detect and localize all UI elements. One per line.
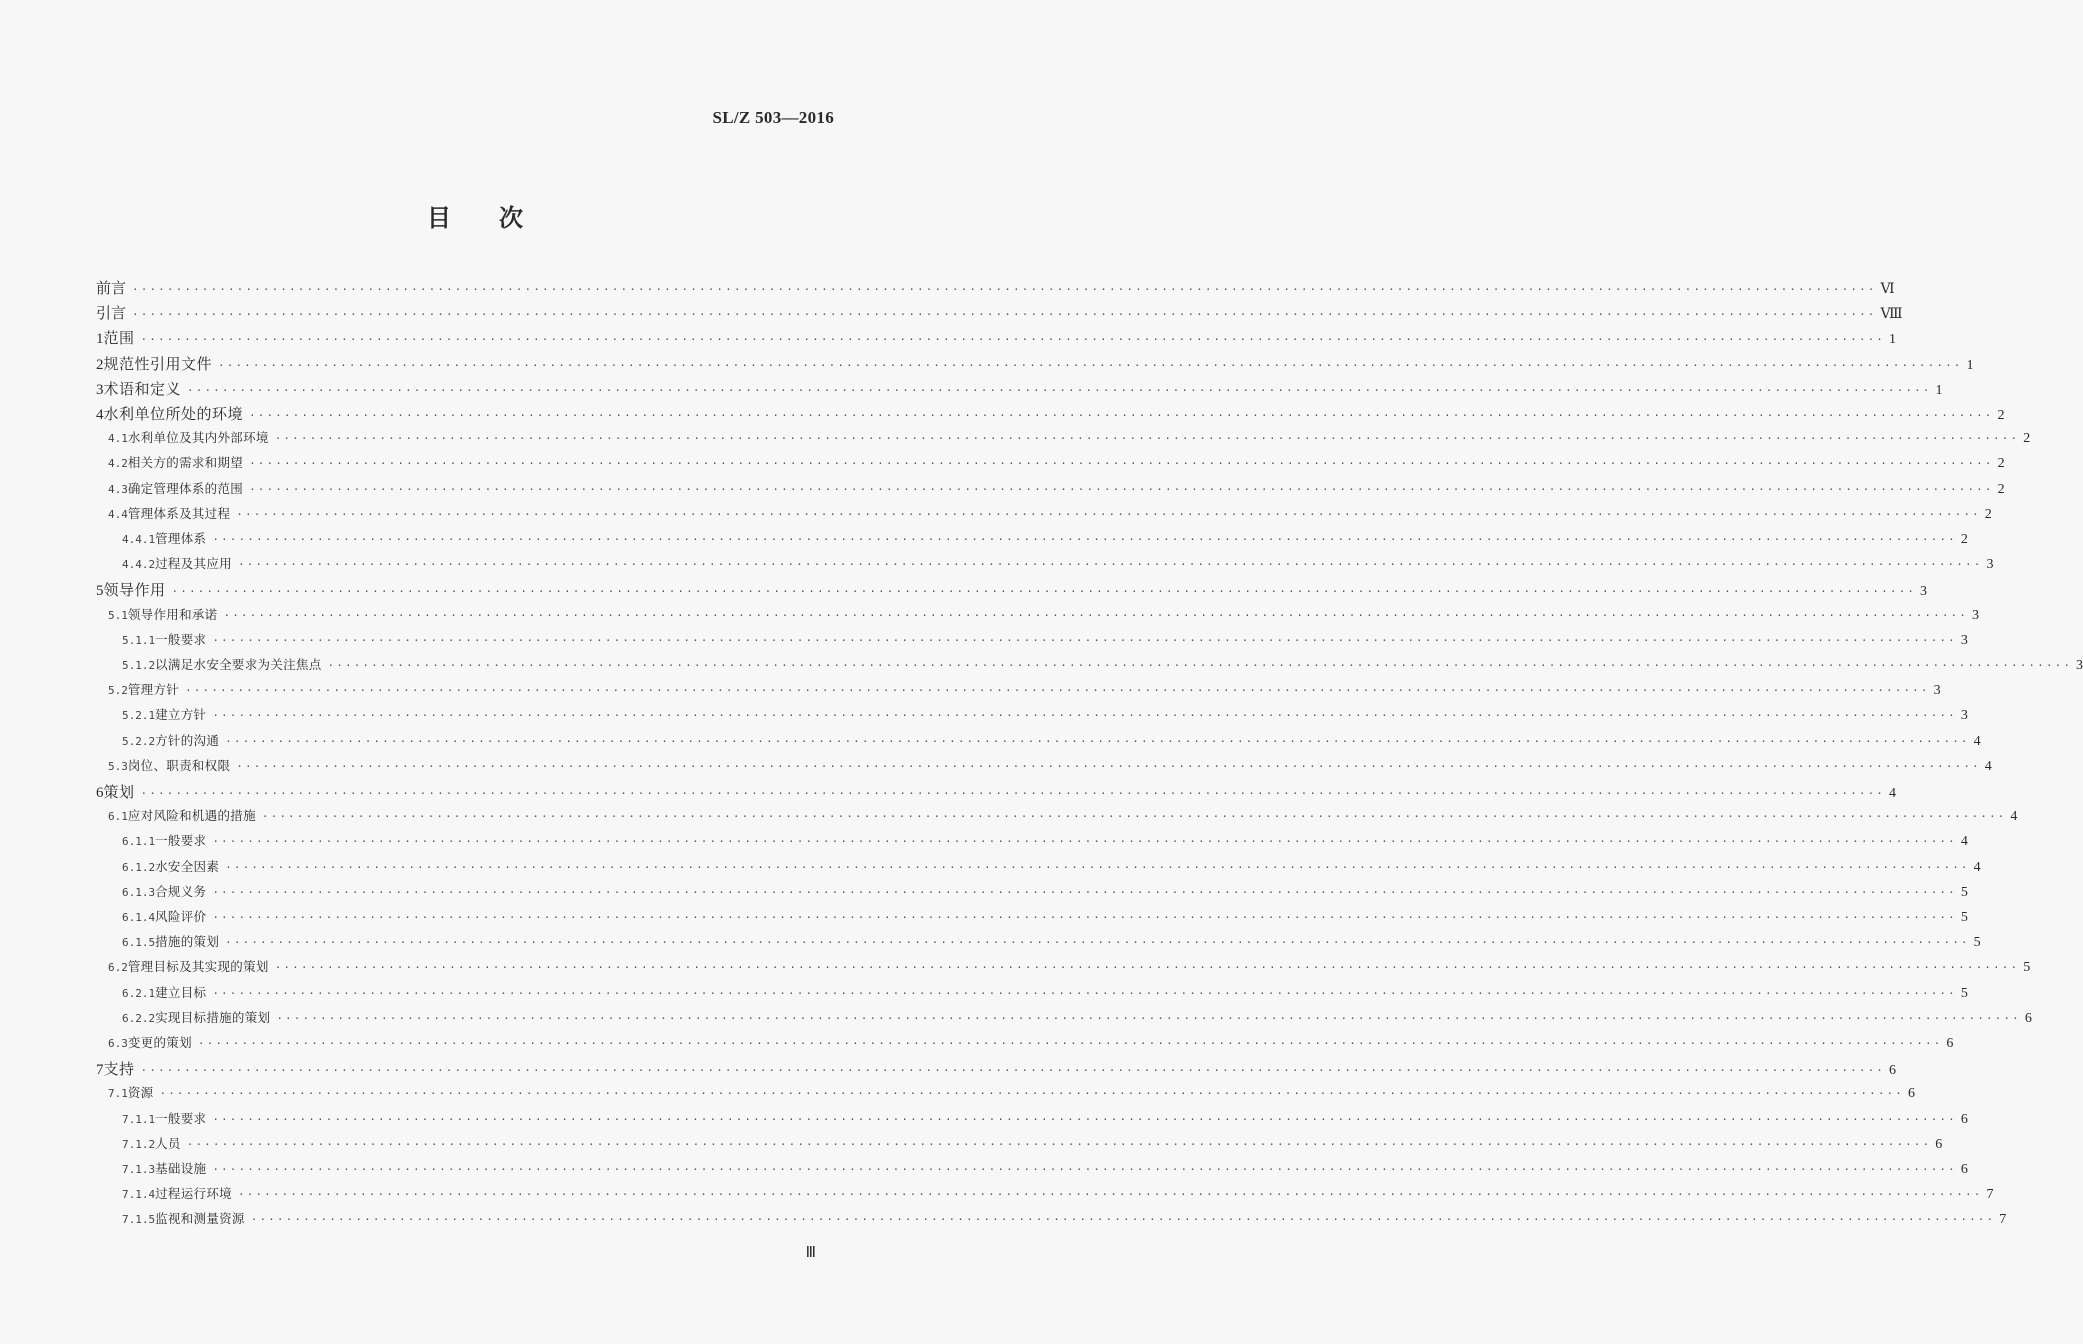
toc-entry-page: 3 bbox=[1960, 632, 1968, 648]
toc-leader-dots: ········································································································································································································ bbox=[159, 1087, 1904, 1101]
toc-entry-page: 6 bbox=[1935, 1136, 1943, 1152]
toc-entry-page: 2 bbox=[1997, 456, 2005, 472]
toc-entry-label: 领导作用 bbox=[103, 581, 166, 600]
toc-entry-page: 3 bbox=[1920, 584, 1928, 600]
toc-leader-dots: ········································································································································································································ bbox=[249, 482, 1994, 496]
toc-entry-label: 水利单位所处的环境 bbox=[103, 405, 244, 423]
toc-entry-number: 4.4.2 bbox=[122, 558, 156, 572]
toc-entry-number: 7.1.3 bbox=[122, 1163, 156, 1176]
toc-entry[interactable] bbox=[108, 479, 2005, 501]
toc-leader-dots: ········································································································································································································ bbox=[225, 860, 1970, 874]
toc-entry-page: 7 bbox=[1986, 1187, 1994, 1203]
toc-entry-label: 岗位、职责和权限 bbox=[127, 757, 231, 773]
toc-entry-page: 2 bbox=[1984, 506, 1992, 522]
toc-entry-label: 领导作用和承诺 bbox=[127, 606, 218, 622]
title-char-2: 次 bbox=[499, 204, 523, 232]
toc-entry-number: 4.4.1 bbox=[122, 533, 156, 546]
toc-entry[interactable] bbox=[96, 579, 1928, 601]
toc-entry-page: 6 bbox=[1960, 1111, 1968, 1127]
toc-entry-label: 人员 bbox=[155, 1135, 181, 1151]
toc-entry[interactable] bbox=[96, 1058, 1897, 1080]
toc-entry-number: 5.1.2 bbox=[122, 659, 156, 672]
toc-entry[interactable] bbox=[122, 831, 1968, 853]
toc-leader-dots: ········································································································································································································ bbox=[197, 1037, 1943, 1050]
toc-leader-dots: ········································································································································································································ bbox=[261, 810, 2007, 824]
toc-entry-label: 合规义务 bbox=[155, 883, 207, 899]
toc-entry-label: 风险评价 bbox=[155, 909, 207, 924]
toc-entry-page: 2 bbox=[2023, 431, 2031, 447]
toc-leader-dots: ········································································································································································································ bbox=[140, 787, 1886, 800]
toc-leader-dots: ········································································································································································································ bbox=[237, 1188, 1983, 1202]
toc-leader-dots: ········································································································································································································ bbox=[327, 659, 2073, 672]
toc-entry-number: 7.1.2 bbox=[122, 1137, 156, 1151]
toc-entry-label: 支持 bbox=[103, 1060, 135, 1079]
toc-entry[interactable] bbox=[122, 1109, 1968, 1131]
toc-entry-page: 6 bbox=[2024, 1010, 2032, 1026]
toc-entry-page: 5 bbox=[1973, 935, 1981, 951]
toc-entry-number: 6.1.4 bbox=[122, 911, 156, 924]
toc-leader-dots: ········································································································································································································ bbox=[185, 684, 1930, 698]
toc-entry[interactable] bbox=[108, 605, 1979, 627]
toc-leader-dots: ········································································································································································································ bbox=[225, 936, 1970, 950]
toc-entry[interactable] bbox=[122, 1184, 1994, 1206]
toc-entry-number: 7.1.5 bbox=[122, 1213, 156, 1227]
toc-entry-number: 6.1.2 bbox=[122, 860, 156, 874]
toc-entry[interactable] bbox=[108, 680, 1941, 702]
toc-entry[interactable] bbox=[108, 504, 1992, 526]
toc-entry[interactable] bbox=[122, 705, 1968, 727]
toc-entry[interactable] bbox=[96, 302, 1903, 324]
toc-entry-page: 5 bbox=[1960, 985, 1968, 1001]
toc-entry-page: 2 bbox=[1997, 481, 2005, 497]
toc-entry-label: 范围 bbox=[103, 329, 135, 348]
toc-entry[interactable] bbox=[122, 1008, 2032, 1030]
toc-leader-dots: ········································································································································································································ bbox=[237, 558, 1983, 572]
toc-entry-label: 实现目标措施的策划 bbox=[155, 1009, 271, 1025]
toc-leader-dots: ········································································································································································································ bbox=[218, 358, 1963, 372]
toc-entry[interactable] bbox=[122, 882, 1968, 904]
toc-entry-label: 过程运行环境 bbox=[155, 1186, 232, 1202]
toc-entry-label: 以满足水安全要求为关注焦点 bbox=[155, 657, 322, 672]
toc-entry-number: 4.3 bbox=[108, 482, 128, 496]
toc-entry-label: 管理体系及其过程 bbox=[127, 505, 231, 521]
toc-leader-dots: ········································································································································································································ bbox=[140, 333, 1886, 347]
toc-entry-number: 4.1 bbox=[108, 432, 128, 446]
toc-entry-number: 1 bbox=[96, 331, 104, 348]
toc-entry-number: 6.2 bbox=[108, 961, 128, 975]
toc-entry-page: 1 bbox=[1889, 332, 1897, 348]
toc-entry-number: 3 bbox=[96, 381, 104, 398]
toc-entry[interactable] bbox=[108, 453, 2005, 475]
toc-entry[interactable] bbox=[108, 1033, 1954, 1055]
toc-entry-label: 管理方针 bbox=[127, 682, 180, 698]
toc-entry-number: 5.2.1 bbox=[122, 709, 156, 723]
toc-leader-dots: ········································································································································································································ bbox=[274, 432, 2020, 446]
toc-leader-dots: ········································································································································································································ bbox=[212, 911, 1957, 924]
toc-leader-dots: ········································································································································································································ bbox=[212, 835, 1957, 849]
toc-leader-dots: ········································································································································································································ bbox=[132, 283, 1877, 296]
toc-entry[interactable] bbox=[122, 529, 1968, 551]
toc-entry-label: 一般要求 bbox=[155, 1110, 207, 1126]
toc-entry-label: 变更的策划 bbox=[127, 1035, 192, 1050]
toc-leader-dots: ········································································································································································································ bbox=[187, 383, 1932, 397]
toc-entry-label: 应对风险和机遇的措施 bbox=[127, 808, 256, 824]
toc-entry[interactable] bbox=[122, 554, 1994, 576]
toc-entry-label: 一般要求 bbox=[155, 631, 207, 647]
toc-entry-number: 6.2.2 bbox=[122, 1011, 156, 1025]
toc-entry[interactable] bbox=[122, 630, 1968, 652]
toc-entry-page: Ⅵ bbox=[1880, 282, 1895, 297]
toc-entry-page: 4 bbox=[1889, 786, 1897, 801]
toc-entry-number: 6.1.1 bbox=[122, 835, 156, 849]
toc-entry[interactable] bbox=[122, 907, 1968, 929]
toc-entry[interactable] bbox=[122, 983, 1968, 1005]
toc-entry-label: 前言 bbox=[96, 279, 127, 297]
toc-leader-dots: ········································································································································································································ bbox=[236, 507, 1981, 521]
toc-entry-page: 4 bbox=[1960, 834, 1968, 850]
toc-entry-label: 方针的沟通 bbox=[155, 732, 220, 748]
toc-entry-page: 1 bbox=[1935, 382, 1943, 398]
toc-entry-label: 确定管理体系的范围 bbox=[127, 480, 244, 496]
toc-entry-page: 3 bbox=[1972, 607, 1979, 623]
toc-entry[interactable] bbox=[108, 806, 2018, 828]
toc-entry-number: 5.2.2 bbox=[122, 734, 156, 748]
toc-entry-page: 5 bbox=[1960, 884, 1968, 900]
toc-entry-number: 4 bbox=[96, 407, 104, 423]
toc-leader-dots: ········································································································································································································ bbox=[236, 759, 1981, 773]
toc-entry-page: 6 bbox=[1889, 1063, 1897, 1079]
toc-entry-page: 3 bbox=[1960, 708, 1968, 724]
toc-entry[interactable] bbox=[122, 655, 2083, 677]
toc-entry-number: 6.1 bbox=[108, 810, 128, 824]
toc-entry-page: 7 bbox=[1999, 1212, 2007, 1228]
toc-leader-dots: ········································································································································································································ bbox=[171, 585, 1917, 599]
toc-entry-page: 6 bbox=[1946, 1036, 1954, 1051]
page-folio: Ⅲ bbox=[805, 1245, 816, 1261]
toc-entry-page: Ⅷ bbox=[1880, 307, 1903, 323]
toc-leader-dots: ········································································································································································································ bbox=[223, 608, 1968, 622]
toc-leader-dots: ········································································································································································································ bbox=[250, 1213, 1996, 1227]
toc-leader-dots: ········································································································································································································ bbox=[276, 1011, 2021, 1025]
toc-entry-label: 措施的策划 bbox=[155, 934, 220, 950]
toc-entry-number: 6.1.5 bbox=[122, 936, 156, 950]
toc-entry-number: 6.3 bbox=[108, 1037, 128, 1050]
toc-entry[interactable] bbox=[96, 277, 1895, 299]
toc-leader-dots: ········································································································································································································ bbox=[212, 1163, 1957, 1176]
toc-leader-dots: ········································································································································································································ bbox=[212, 986, 1957, 1000]
toc-entry[interactable] bbox=[108, 1083, 1915, 1105]
toc-entry-number: 5.1 bbox=[108, 608, 128, 622]
toc-entry-number: 5.3 bbox=[108, 759, 128, 773]
toc-entry-page: 5 bbox=[2023, 960, 2031, 976]
toc-entry-label: 术语和定义 bbox=[103, 379, 182, 398]
toc-entry[interactable] bbox=[108, 756, 1992, 778]
toc-entry-number: 7.1.1 bbox=[122, 1112, 156, 1126]
toc-entry-page: 2 bbox=[1997, 408, 2005, 423]
toc-entry-number: 6.2.1 bbox=[122, 986, 156, 1000]
toc-entry-number: 7.1.4 bbox=[122, 1188, 156, 1202]
toc-entry-number: 4.2 bbox=[108, 457, 128, 471]
toc-entry-label: 过程及其应用 bbox=[155, 556, 232, 572]
toc-entry[interactable] bbox=[96, 353, 1974, 375]
toc-leader-dots: ········································································································································································································ bbox=[212, 709, 1957, 723]
toc-entry[interactable] bbox=[96, 403, 2005, 425]
toc-leader-dots: ········································································································································································································ bbox=[140, 1064, 1886, 1078]
title-char-1: 目 bbox=[427, 204, 451, 232]
toc-entry-label: 策划 bbox=[103, 783, 135, 801]
toc-entry-label: 建立目标 bbox=[155, 984, 207, 1000]
toc-leader-dots: ········································································································································································································ bbox=[212, 533, 1957, 546]
toc-entry-label: 管理体系 bbox=[155, 531, 207, 546]
toc-entry-number: 6.1.3 bbox=[122, 885, 156, 899]
toc-leader-dots: ········································································································································································································ bbox=[249, 457, 1994, 471]
toc-entry-label: 一般要求 bbox=[155, 833, 207, 849]
toc-entry-label: 水利单位及其内外部环境 bbox=[127, 430, 269, 446]
toc-entry-page: 3 bbox=[2076, 658, 2083, 673]
toc-entry-label: 基础设施 bbox=[155, 1161, 207, 1176]
toc-leader-dots: ········································································································································································································ bbox=[274, 961, 2020, 975]
toc-entry[interactable] bbox=[108, 957, 2031, 979]
toc-entry-label: 资源 bbox=[127, 1085, 154, 1101]
toc-entry[interactable] bbox=[96, 378, 1943, 400]
toc-entry[interactable] bbox=[122, 857, 1981, 879]
toc-entry[interactable] bbox=[122, 1209, 2007, 1231]
toc-entry-page: 4 bbox=[1984, 758, 1992, 774]
toc-entry-number: 7.1 bbox=[108, 1087, 128, 1101]
toc-entry[interactable] bbox=[122, 1159, 1968, 1181]
toc-entry-label: 引言 bbox=[96, 304, 127, 323]
toc-entry-label: 水安全因素 bbox=[155, 858, 220, 874]
toc-entry-page: 6 bbox=[1908, 1086, 1915, 1102]
toc-entry-number: 2 bbox=[96, 356, 104, 373]
toc-entry-label: 建立方针 bbox=[155, 707, 207, 723]
toc-leader-dots: ········································································································································································································ bbox=[212, 885, 1957, 899]
toc-entry-label: 相关方的需求和期望 bbox=[127, 455, 244, 471]
toc-leader-dots: ········································································································································································································ bbox=[212, 633, 1957, 647]
toc-entry-number: 7 bbox=[96, 1062, 104, 1079]
toc-entry-page: 1 bbox=[1966, 357, 1974, 373]
standard-code: SL/Z 503—2016 bbox=[712, 108, 834, 127]
toc-leader-dots: ········································································································································································································ bbox=[212, 1112, 1957, 1126]
toc-entry-number: 5 bbox=[96, 583, 104, 600]
toc-entry[interactable] bbox=[122, 731, 1981, 753]
toc-entry-label: 管理目标及其实现的策划 bbox=[127, 959, 269, 975]
toc-entry-number: 5.2 bbox=[108, 684, 128, 698]
toc-entry-label: 监视和测量资源 bbox=[155, 1211, 245, 1227]
toc-entry-page: 5 bbox=[1960, 910, 1968, 925]
toc-entry-page: 4 bbox=[2010, 809, 2018, 825]
toc-entry[interactable] bbox=[108, 428, 2031, 450]
toc-entry[interactable] bbox=[122, 932, 1981, 954]
toc-entry-label: 规范性引用文件 bbox=[103, 354, 213, 373]
toc-entry-page: 4 bbox=[1973, 859, 1981, 875]
toc-entry-page: 3 bbox=[1933, 683, 1941, 699]
toc-entry-number: 4.4 bbox=[108, 507, 128, 521]
toc-leader-dots: ········································································································································································································ bbox=[225, 734, 1970, 748]
page-title bbox=[0, 198, 950, 233]
toc-entry-number: 6 bbox=[96, 785, 104, 801]
toc-entry-page: 3 bbox=[1986, 557, 1994, 573]
toc-leader-dots: ········································································································································································································ bbox=[186, 1137, 1932, 1151]
toc-entry[interactable] bbox=[122, 1134, 1943, 1156]
toc-leader-dots: ········································································································································································································ bbox=[132, 308, 1877, 322]
toc-entry-page: 6 bbox=[1960, 1162, 1968, 1177]
toc-entry[interactable] bbox=[96, 781, 1897, 803]
toc-entry-page: 4 bbox=[1973, 733, 1981, 749]
toc-entry-number: 5.1.1 bbox=[122, 633, 156, 647]
toc-leader-dots: ········································································································································································································ bbox=[249, 409, 1994, 422]
toc-entry-page: 2 bbox=[1960, 532, 1968, 547]
toc-entry[interactable] bbox=[96, 327, 1897, 349]
